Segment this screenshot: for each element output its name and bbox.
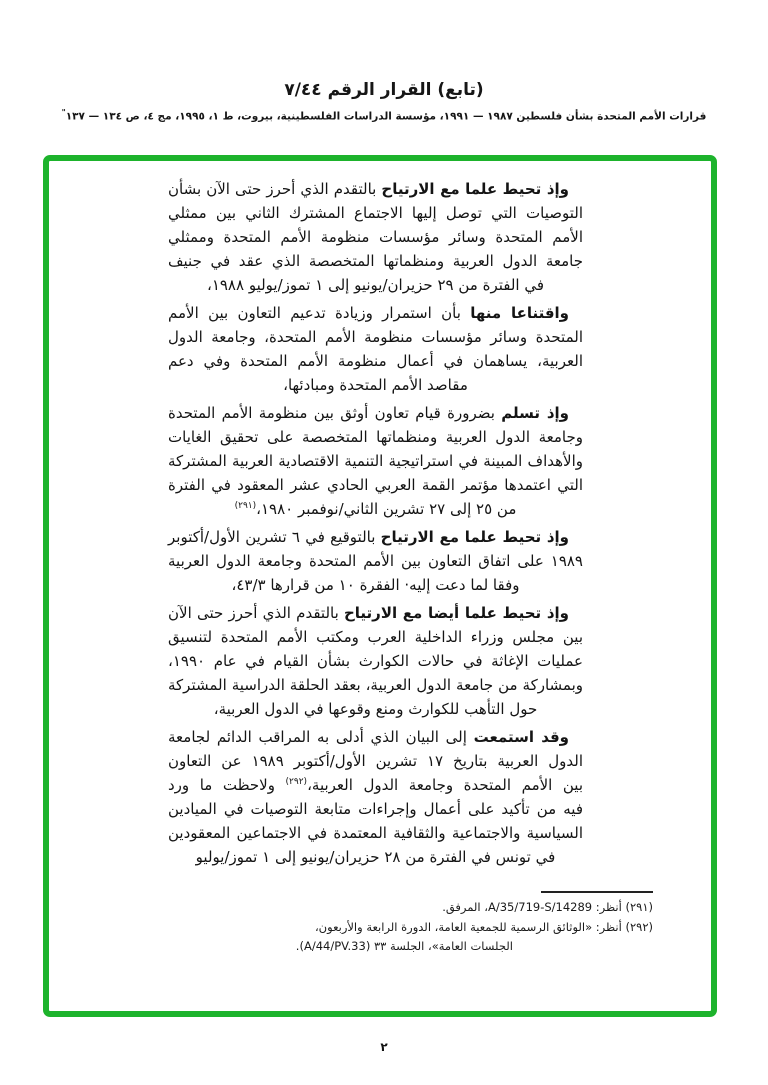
text-segment: جامعة الدول العربية ومنظماتها المتخصصة الذي عقد في جنيف	[168, 252, 583, 270]
text-segment: من ٢٥ إلى ٢٧ تشرين الثاني/نوفمبر ١٩٨٠،	[256, 500, 517, 518]
text-line	[168, 301, 583, 325]
paragraph	[168, 401, 583, 521]
source-footnote-mark: "	[61, 108, 66, 117]
text-segment: الدول العربية بتاريخ ١٧ تشرين الأول/أكتوبر ١٩٨٩ عن التعاون	[168, 752, 583, 770]
lead-in-phrase: وإذ تحيط علما أيضا مع الارتياح	[343, 604, 569, 622]
lead-in-phrase: وإذ تحيط علما مع الارتياح	[381, 180, 569, 198]
paragraph	[168, 177, 583, 297]
text-segment: المتحدة وسائر مؤسسات منظومة الأمم المتحدة، وجامعة الدول	[168, 328, 583, 346]
text-line	[168, 373, 583, 397]
footnote-reference: (٢٩١)	[234, 501, 257, 511]
text-segment: بالتوقيع في ٦ تشرين الأول/أكتوبر	[168, 528, 381, 546]
text-segment: في الفترة من ٢٩ حزيران/يونيو إلى ١ تموز/يوليو ١٩٨٨،	[206, 276, 545, 294]
lead-in-phrase: وإذ تسلم	[501, 404, 569, 422]
text-line	[168, 749, 583, 773]
text-line	[168, 773, 583, 797]
paragraph	[168, 301, 583, 397]
text-line	[168, 325, 583, 349]
paragraph	[168, 601, 583, 721]
text-line	[168, 649, 583, 673]
text-line	[168, 725, 583, 749]
text-segment: الأمم المتحدة وسائر مؤسسات منظومة الأمم المتحدة وممثلي	[168, 228, 583, 246]
text-line	[168, 845, 583, 869]
footnotes-block	[123, 898, 653, 957]
text-line	[168, 473, 583, 497]
footnote-line: الجلسات العامة»، الجلسة ٣٣ (A/44/PV.33).	[295, 939, 513, 953]
text-segment: وبمشاركة من جامعة الدول العربية، بعقد الحلقة الدراسية المشتركة	[168, 676, 583, 694]
text-segment: العربية، يساهمان في أعمال منظومة الأمم المتحدة وفي دعم	[168, 352, 583, 370]
text-line	[168, 425, 583, 449]
text-line	[168, 249, 583, 273]
text-segment: وجامعة الدول العربية ومنظماتها المتخصصة على تحقيق الغايات	[168, 428, 583, 446]
body-text	[168, 177, 583, 873]
text-line	[168, 573, 583, 597]
lead-in-phrase: وقد استمعت	[473, 728, 570, 746]
text-line	[168, 625, 583, 649]
text-segment: والأهداف المبينة في استراتيجية التنمية الاقتصادية العربية المشتركة	[168, 452, 583, 470]
footnote-separator-rule	[541, 891, 653, 893]
text-segment: وفقا لما دعت إليه· الفقرة ١٠ من قرارها ٤٣/٣،	[231, 576, 520, 594]
text-line	[168, 177, 583, 201]
text-segment: التوصيات التي توصل إليها الاجتماع المشترك الثاني بين ممثلي	[168, 204, 583, 222]
text-segment: إلى البيان الذي أدلى به المراقب الدائم لجامعة	[168, 728, 474, 746]
text-segment: التي اعتمدها مؤتمر القمة العربي الحادي عشر المعقود في الفترة	[168, 476, 583, 494]
text-line	[168, 601, 583, 625]
text-line	[168, 201, 583, 225]
text-line	[168, 449, 583, 473]
text-line	[168, 225, 583, 249]
text-segment: بضرورة قيام تعاون أوثق بين منظومة الأمم المتحدة	[168, 404, 502, 422]
text-segment: حول التأهب للكوارث ومنع وقوعها في الدول العربية،	[213, 700, 538, 718]
text-segment: عمليات الإغاثة في حالات الكوارث بشأن القيام في عام ١٩٩٠،	[168, 652, 583, 670]
text-line	[168, 797, 583, 821]
text-segment: بالتقدم الذي أحرز حتى الآن بشأن	[168, 180, 382, 198]
text-line	[168, 821, 583, 845]
document-title: (تابع) القرار الرقم ٧/٤٤	[284, 80, 484, 100]
text-segment: بين مجلس وزراء الداخلية العرب ومكتب الأمم المتحدة لتنسيق	[168, 628, 583, 646]
text-segment: ١٩٨٩ على اتفاق التعاون بين الأمم المتحدة وجامعة الدول العربية	[168, 552, 583, 570]
source-citation-text: قرارات الأمم المتحدة بشأن فلسطين ١٩٨٧ — ١٩٩١، مؤسسة الدراسات الفلسطينية، بيروت، ط ١، ١٩٩٥، مج ٤، ص ١٣٤ — ١٣٧	[65, 110, 707, 123]
paragraph	[168, 725, 583, 869]
text-segment: السياسية والاجتماعية والثقافية المعتمدة في الاجتماعين المعقودين	[168, 824, 583, 842]
text-segment: مقاصد الأمم المتحدة ومبادئها،	[283, 376, 468, 394]
text-segment: في تونس في الفترة من ٢٨ حزيران/يونيو إلى ١ تموز/يوليو	[195, 848, 556, 866]
text-line	[168, 349, 583, 373]
text-segment: فيه من تأكيد على أعمال وإجراءات متابعة التوصيات في الميادين	[168, 800, 583, 818]
footnote-reference: (٢٩٢)	[285, 777, 308, 787]
text-line	[168, 273, 583, 297]
footnote-line: (٢٩٢) أنظر: «الوثائق الرسمية للجمعية العامة، الدورة الرابعة والأربعون،	[314, 919, 653, 934]
text-segment: ولاحظت ما ورد	[168, 776, 286, 794]
lead-in-phrase: واقتناعا منها	[470, 304, 569, 322]
footnote-line: (٢٩١) أنظر: A/35/719-S/14289، المرفق.	[442, 900, 653, 914]
lead-in-phrase: وإذ تحيط علما مع الارتياح	[380, 528, 570, 546]
text-segment: بين الأمم المتحدة وجامعة الدول العربية،	[307, 776, 583, 794]
source-citation	[0, 108, 768, 123]
text-line	[168, 497, 583, 521]
text-line	[168, 673, 583, 697]
paragraph	[168, 525, 583, 597]
text-line	[168, 549, 583, 573]
text-line	[168, 697, 583, 721]
text-line	[168, 401, 583, 425]
text-segment: بأن استمرار وزيادة تدعيم التعاون بين الأمم	[168, 304, 471, 322]
text-segment: بالتقدم الذي أحرز حتى الآن	[168, 604, 344, 622]
text-line	[168, 525, 583, 549]
page-number: ٢	[380, 1040, 388, 1054]
